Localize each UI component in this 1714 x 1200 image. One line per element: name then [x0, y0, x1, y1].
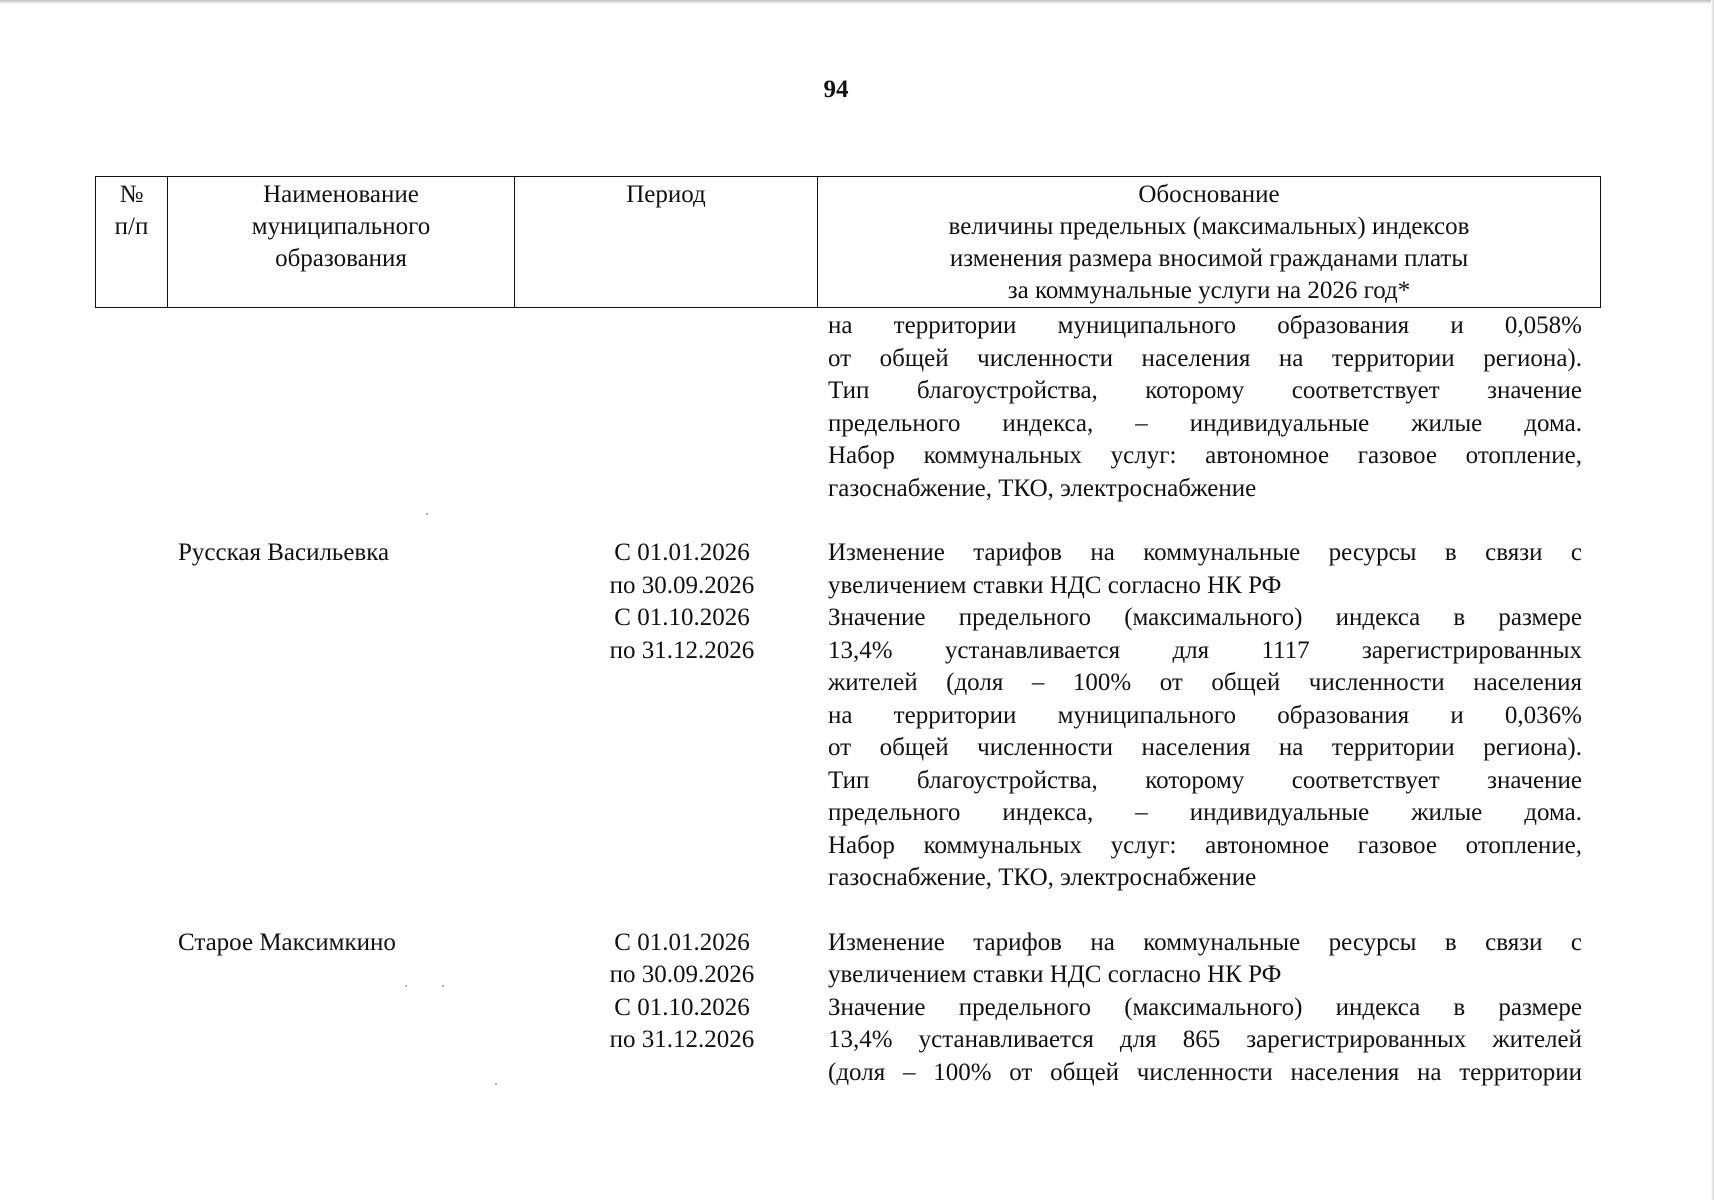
text-line: 13,4% устанавливается для 1117 зарегистрированных	[828, 636, 1582, 664]
text-line: Тип благоустройства, которому соответствует значение	[828, 766, 1582, 794]
header-municipality-line: муниципального	[251, 213, 431, 240]
page-number: 94	[823, 76, 849, 103]
header-basis-line: изменения размера вносимой гражданами платы	[949, 245, 1469, 272]
period-line: С 01.10.2026	[614, 993, 750, 1021]
text-line: Значение предельного (максимального) индекса в размере	[828, 993, 1582, 1021]
scan-speck	[442, 985, 444, 987]
table-header	[95, 176, 1601, 308]
scan-speck	[426, 513, 428, 515]
text-line: увеличением ставки НДС согласно НК РФ	[828, 571, 1282, 599]
header-basis-line: величины предельных (максимальных) индексов	[948, 213, 1470, 240]
scan-speck	[405, 985, 407, 987]
text-line: Тип благоустройства, которому соответствует значение	[828, 377, 1582, 404]
row-number-cell	[95, 537, 166, 895]
header-cell-period	[515, 177, 818, 308]
text-line: Набор коммунальных услуг: автономное газовое отопление,	[828, 831, 1582, 859]
header-cell-number	[96, 177, 168, 308]
text-line: газоснабжение, ТКО, электроснабжение	[828, 474, 1257, 502]
text-line: Изменение тарифов на коммунальные ресурсы в связи с	[828, 539, 1582, 566]
basis-cell	[828, 927, 1582, 1090]
continuation-text	[828, 310, 1582, 505]
text-line: на территории муниципального образования и 0,036%	[828, 701, 1582, 729]
period-line: по 30.09.2026	[609, 571, 755, 599]
table-row	[95, 537, 1599, 895]
period-line: С 01.01.2026	[614, 539, 750, 566]
header-municipality-line: Наименование	[263, 181, 419, 208]
basis-cell	[828, 537, 1582, 895]
text-line: жителей (доля – 100% от общей численности населения	[828, 669, 1582, 696]
row-number-cell	[95, 927, 166, 1090]
text-line: газоснабжение, ТКО, электроснабжение	[828, 864, 1257, 891]
header-cell-basis	[818, 177, 1601, 308]
table-body	[95, 310, 1599, 1089]
municipality-name: Старое Максимкино	[178, 928, 396, 956]
text-line: (доля – 100% от общей численности населения на территории	[828, 1058, 1582, 1086]
header-municipality-line: образования	[275, 245, 407, 272]
text-line: увеличением ставки НДС согласно НК РФ	[828, 961, 1282, 988]
period-line: по 31.12.2026	[609, 1026, 755, 1053]
municipality-name: Русская Васильевка	[178, 539, 390, 566]
text-line: Набор коммунальных услуг: автономное газовое отопление,	[828, 442, 1582, 469]
text-line: Изменение тарифов на коммунальные ресурсы в связи с	[828, 928, 1582, 956]
text-line: от общей численности населения на территории региона).	[828, 734, 1582, 761]
header-cell-municipality	[168, 177, 515, 308]
header-number-line: п/п	[114, 213, 149, 240]
period-cell	[536, 927, 828, 1090]
period-line: по 31.12.2026	[609, 636, 755, 664]
header-basis-line: Обоснование	[1138, 181, 1280, 208]
text-line: 13,4% устанавливается для 865 зарегистрированных жителей	[828, 1026, 1582, 1053]
scan-speck	[495, 1083, 497, 1085]
table-row	[95, 927, 1599, 1090]
scan-edge-top	[0, 0, 1714, 4]
text-line: предельного индекса, – индивидуальные жилые дома.	[828, 409, 1582, 437]
period-line: С 01.01.2026	[614, 928, 750, 956]
text-line: на территории муниципального образования и 0,058%	[828, 312, 1582, 339]
period-cell	[536, 537, 828, 895]
header-number-line: №	[119, 181, 144, 208]
text-line: от общей численности населения на территории региона).	[828, 344, 1582, 372]
text-line: Значение предельного (максимального) индекса в размере	[828, 604, 1582, 631]
header-basis-line: за коммунальные услуги на 2026 год*	[1007, 277, 1411, 304]
header-period-line: Период	[626, 181, 706, 208]
period-line: С 01.10.2026	[614, 604, 750, 631]
period-line: по 30.09.2026	[609, 961, 755, 988]
text-line: предельного индекса, – индивидуальные жилые дома.	[828, 799, 1582, 826]
